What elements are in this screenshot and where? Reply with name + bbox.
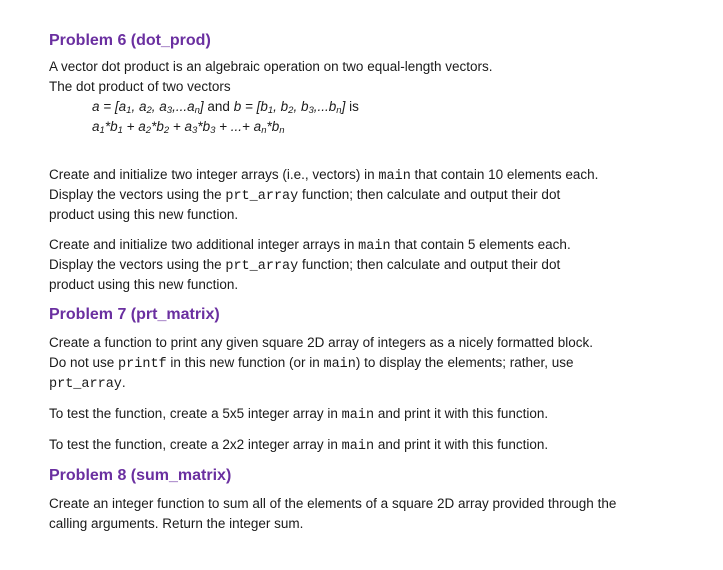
text-line: Create an integer function to sum all of the elements of a square 2D array provided through the [49,496,617,511]
text-span: that contain 5 elements each. [390,237,571,252]
text-span: Display the vectors using the [49,187,226,202]
text-line [49,353,689,373]
text-span: and print it with this function. [374,406,549,421]
formula-text: , b [273,99,289,114]
code-prt-array: prt_array [225,259,299,274]
subscript: 2 [163,125,170,136]
subscript: n [279,125,285,136]
formula-text: *b [151,119,164,134]
formula-text: ] [341,99,346,114]
text-span: that contain 10 elements each. [410,167,599,182]
formula-is: is [345,99,359,114]
text-line: calling arguments. Return the integer sum. [49,516,304,531]
code-main: main [323,357,356,372]
problem6-paragraph-2 [49,235,689,295]
subscript: n [261,125,267,136]
subscript: 2 [146,105,152,116]
subscript: 3 [210,125,216,136]
problem7-paragraph-2 [49,404,689,424]
problem6-intro-line2: The dot product of two vectors [49,79,231,94]
text-span: function; then calculate and output their dot [298,187,561,202]
problem8-paragraph [49,494,689,534]
formula-text: ,...b [313,99,337,114]
text-line [49,235,689,255]
formula-text: ,...a [172,99,195,114]
problem6-intro-line1: A vector dot product is an algebraic operation on two equal-length vectors. [49,59,493,74]
text-span: . [121,375,126,390]
subscript: 1 [117,125,123,136]
code-prt-array: prt_array [225,189,299,204]
formula-text: *b [266,119,280,134]
vector-a-label: a = [a [92,99,127,114]
subscript: 3 [166,105,173,116]
formula-text: *b [197,119,211,134]
text-line [49,165,689,185]
formula-text: , a [151,99,167,114]
subscript: 3 [192,125,198,136]
text-line: product using this new function. [49,207,239,222]
text-span: Create and initialize two additional integer arrays in [49,237,359,252]
formula-and: and [203,99,234,114]
text-line: product using this new function. [49,277,239,292]
formula-text: + a [122,119,146,134]
text-span: Display the vectors using the [49,257,226,272]
code-main: main [358,239,391,254]
text-span: in this new function (or in [166,355,324,370]
text-span: Do not use [49,355,119,370]
subscript: n [336,105,342,116]
formula-text: ] [199,99,204,114]
formula-text: , b [293,99,309,114]
text-line [49,185,689,205]
problem6-paragraph-1 [49,165,689,225]
text-span: function; then calculate and output their dot [298,257,561,272]
problem6-heading: Problem 6 (dot_prod) [49,32,211,49]
code-main: main [341,408,375,423]
text-line [49,435,689,455]
dot-product-definition [92,97,359,137]
formula-text: + a [169,119,193,134]
problem6-intro [49,57,689,97]
text-line: Create a function to print any given square 2D array of integers as a nicely formatted block. [49,335,594,350]
formula-text: a [92,119,100,134]
text-line [49,404,689,424]
code-prt-array: prt_array [49,377,122,392]
problem7-paragraph-3 [49,435,689,455]
vector-b-label: b = [b [233,99,268,114]
problem7-heading: Problem 7 (prt_matrix) [49,306,220,323]
text-line [49,373,689,393]
subscript: 1 [126,105,132,116]
formula-text: , a [131,99,147,114]
code-printf: printf [118,357,167,372]
code-main: main [378,169,411,184]
subscript: 1 [267,105,274,116]
subscript: 2 [288,105,294,116]
subscript: 1 [99,125,105,136]
formula-text: + ...+ a [215,119,262,134]
text-span: ) to display the elements; rather, use [355,355,574,370]
code-main: main [341,439,375,454]
text-span: Create and initialize two integer arrays (i.e., vectors) in [49,167,379,182]
subscript: 3 [308,105,314,116]
formula-text: *b [104,119,118,134]
subscript: n [194,105,200,116]
text-line [49,255,689,275]
problem7-paragraph-1 [49,333,689,393]
text-span: and print it with this function. [374,437,549,452]
text-span: To test the function, create a 2x2 integer array in [49,437,342,452]
problem8-heading: Problem 8 (sum_matrix) [49,467,232,484]
text-span: To test the function, create a 5x5 integer array in [49,406,342,421]
subscript: 2 [145,125,152,136]
